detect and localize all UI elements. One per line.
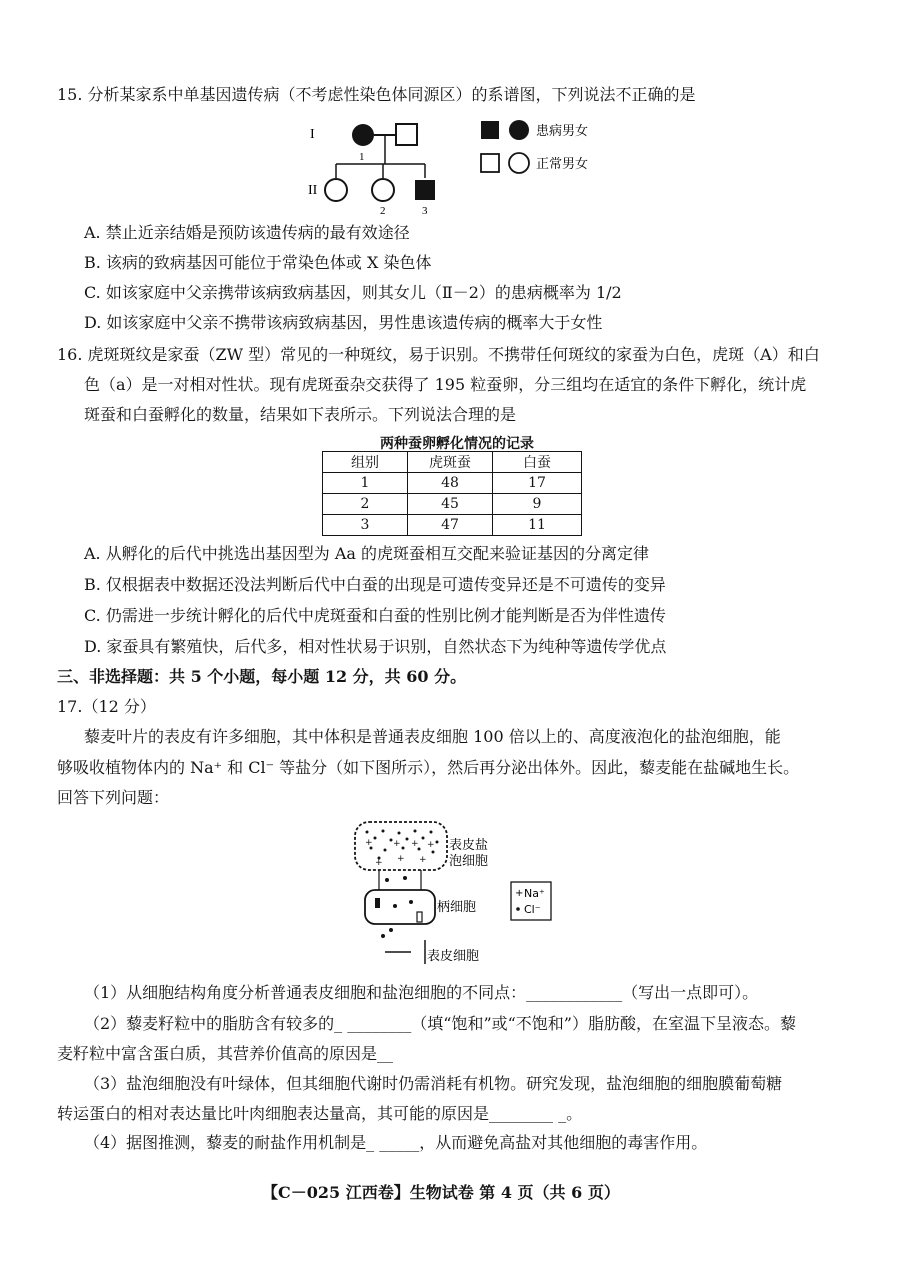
q16-stem-line-2: 色（a）是一对相对性状。现有虎斑蚕杂交获得了 195 粒蚕卵，分三组均在适宜的条件下孵化，统计虎 bbox=[84, 375, 807, 394]
q17-number: 17.（12 分） bbox=[57, 697, 156, 716]
svg-text:+: + bbox=[375, 858, 383, 868]
legend-normal-label: 正常男女 bbox=[536, 157, 589, 172]
header-white: 白蚕 bbox=[493, 452, 582, 473]
q16-option-b: B. 仅根据表中数据还没法判断后代中白蚕的出现是可遗传变异还是不可遗传的变异 bbox=[84, 575, 666, 594]
q16-stem-line-3: 斑蚕和白蚕孵化的数量，结果如下表所示。下列说法合理的是 bbox=[84, 405, 517, 424]
gen1-affected-female bbox=[352, 124, 374, 146]
table-row: 3 47 11 bbox=[323, 515, 582, 536]
q17-intro-line-3: 回答下列问题： bbox=[57, 788, 170, 807]
gen2-number-3: 3 bbox=[422, 205, 428, 217]
gen2-female-2 bbox=[372, 179, 394, 201]
gen-2-label: II bbox=[308, 183, 318, 198]
q15-option-b: B. 该病的致病基因可能位于常染色体或 X 染色体 bbox=[84, 253, 432, 272]
svg-text:+: + bbox=[411, 839, 419, 849]
q15-option-c: C. 如该家庭中父亲携带该病致病基因，则其女儿（Ⅱ－2）的患病概率为 1/2 bbox=[84, 283, 622, 302]
q16-option-a: A. 从孵化的后代中挑选出基因型为 Aa 的虎斑蚕相互交配来验证基因的分离定律 bbox=[84, 544, 649, 563]
q15-option-a: A. 禁止近亲结婚是预防该遗传病的最有效途径 bbox=[84, 223, 410, 242]
gen1-number: 1 bbox=[359, 151, 365, 163]
header-tiger: 虎斑蚕 bbox=[408, 452, 493, 473]
svg-text:+: + bbox=[397, 854, 405, 864]
q17-sub-3-line-1: （3）盐泡细胞没有叶绿体，但其细胞代谢时仍需消耗有机物。研究发现，盐泡细胞的细胞膜葡萄糖 bbox=[84, 1074, 783, 1093]
q17-sub-2-line-1: （2）藜麦籽粒中的脂肪含有较多的_ ________（填“饱和”或“不饱和”）脂肪酸，在室温下呈液态。藜 bbox=[84, 1014, 796, 1033]
q16-option-c: C. 仍需进一步统计孵化的后代中虎斑蚕和白蚕的性别比例才能判断是否为伴性遗传 bbox=[84, 606, 666, 625]
svg-text:+: + bbox=[515, 888, 524, 899]
gen1-normal-male bbox=[396, 124, 417, 145]
label-salt-bladder-2: 泡细胞 bbox=[449, 854, 489, 869]
q17-sub-2-line-2: 麦籽粒中富含蛋白质，其营养价值高的原因是__ bbox=[57, 1044, 394, 1063]
gen2-number-2: 2 bbox=[380, 205, 386, 217]
label-salt-bladder-1: 表皮盐 bbox=[449, 838, 489, 853]
svg-text:+: + bbox=[393, 839, 401, 849]
table-caption: 两种蚕卵孵化情况的记录 bbox=[380, 436, 534, 452]
table-header-row bbox=[323, 452, 582, 473]
table-row: 2 45 9 bbox=[323, 494, 582, 515]
q17-intro-line-2: 够吸收植物体内的 Na⁺ 和 Cl⁻ 等盐分（如下图所示），然后再分泌出体外。因此，藜麦能在盐碱地生长。 bbox=[57, 758, 800, 777]
q17-intro-line-1: 藜麦叶片的表皮有许多细胞，其中体积是普通表皮细胞 100 倍以上的、高度液泡化的盐泡细胞，能 bbox=[84, 727, 781, 746]
hatching-table bbox=[322, 451, 582, 536]
q17-sub-4: （4）据图推测，藜麦的耐盐作用机制是_ _____，从而避免高盐对其他细胞的毒害作用。 bbox=[84, 1133, 708, 1152]
pedigree-chart bbox=[300, 114, 620, 226]
header-group: 组别 bbox=[323, 452, 408, 473]
q15-option-d: D. 如该家庭中父亲不携带该病致病基因，男性患该遗传病的概率大于女性 bbox=[84, 313, 603, 332]
q15-stem: 15. 分析某家系中单基因遗传病（不考虑性染色体同源区）的系谱图，下列说法不正确的是 bbox=[57, 85, 696, 104]
legend-na-label: Na⁺ bbox=[524, 887, 545, 900]
legend-affected-label: 患病男女 bbox=[536, 124, 589, 139]
page-footer: 【C－025 江西卷】生物试卷 第 4 页（共 6 页） bbox=[262, 1183, 620, 1202]
gen2-female-1 bbox=[325, 179, 347, 201]
table-row: 1 48 17 bbox=[323, 473, 582, 494]
section-3-heading: 三、非选择题：共 5 个小题，每小题 12 分，共 60 分。 bbox=[57, 667, 467, 686]
svg-text:+: + bbox=[427, 840, 435, 850]
label-stalk-cell: 柄细胞 bbox=[437, 900, 477, 915]
q16-stem-line-1: 16. 虎斑斑纹是家蚕（ZW 型）常见的一种斑纹，易于识别。不携带任何斑纹的家蚕为白色，虎斑（A）和白 bbox=[57, 345, 820, 364]
legend-affected-female bbox=[509, 120, 529, 140]
salt-bladder-figure bbox=[345, 818, 565, 970]
legend-cl-label: Cl⁻ bbox=[524, 903, 541, 916]
legend-normal-male bbox=[481, 154, 499, 172]
q17-sub-1: （1）从细胞结构角度分析普通表皮细胞和盐泡细胞的不同点：____________（写出一点即可）。 bbox=[84, 983, 759, 1002]
svg-text:+: + bbox=[419, 855, 427, 865]
svg-text:+: + bbox=[365, 838, 373, 848]
gen-1-label: I bbox=[310, 127, 315, 142]
label-epidermal-cell: 表皮细胞 bbox=[427, 949, 480, 964]
legend-affected-male bbox=[481, 121, 499, 139]
q17-sub-3-line-2: 转运蛋白的相对表达量比叶肉细胞表达量高，其可能的原因是________ _。 bbox=[57, 1104, 583, 1123]
gen2-affected-male bbox=[415, 180, 435, 200]
legend-normal-female bbox=[509, 153, 529, 173]
q16-option-d: D. 家蚕具有繁殖快，后代多，相对性状易于识别，自然状态下为纯种等遗传学优点 bbox=[84, 637, 667, 656]
